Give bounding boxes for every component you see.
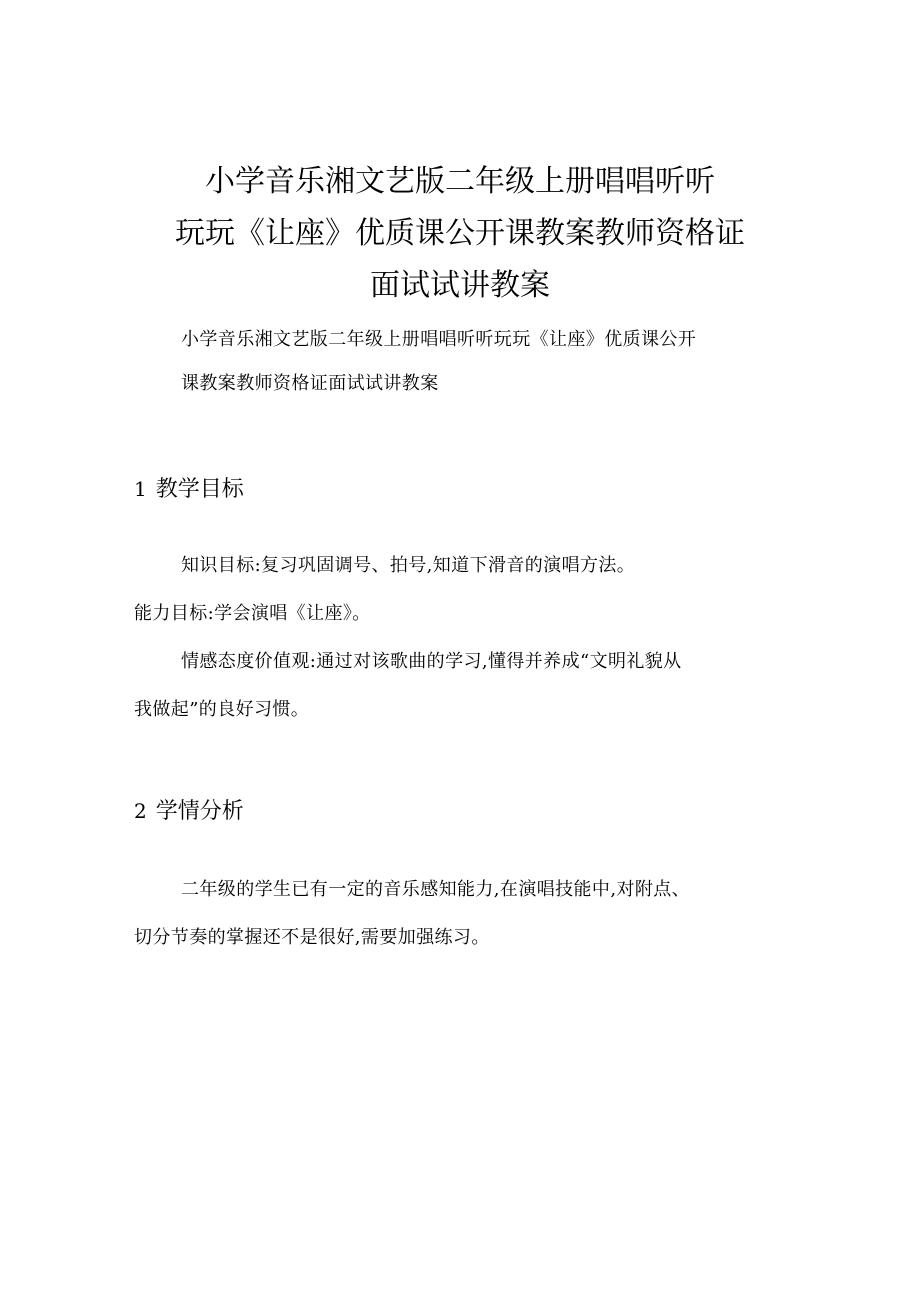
- section-heading-teaching-goals: [134, 474, 244, 505]
- title-line: 面试试讲教案: [370, 268, 550, 303]
- section-heading-learner-analysis: [134, 796, 244, 827]
- section-number: 1: [134, 477, 147, 501]
- title-line: 小学音乐湘文艺版二年级上册唱唱听听: [205, 164, 715, 199]
- document-title: [130, 156, 790, 312]
- subtitle-line: 小学音乐湘文艺版二年级上册唱唱听听玩玩《让座》优质课公开: [181, 329, 697, 350]
- section-body-teaching-goals: [134, 542, 794, 734]
- subtitle-line: 课教案教师资格证面试试讲教案: [181, 373, 439, 394]
- paragraph-line: 能力目标:学会演唱《让座》。: [134, 603, 371, 624]
- section-number: 2: [134, 799, 147, 823]
- paragraph-line: 二年级的学生已有一定的音乐感知能力,在演唱技能中,对附点、: [181, 879, 691, 900]
- section-body-learner-analysis: [134, 866, 794, 962]
- section-title: 教学目标: [155, 477, 244, 502]
- section-title: 学情分析: [155, 799, 244, 824]
- paragraph-line: 切分节奏的掌握还不是很好,需要加强练习。: [134, 927, 490, 948]
- paragraph-line: 知识目标:复习巩固调号、拍号,知道下滑音的演唱方法。: [181, 555, 636, 576]
- paragraph-line: 我做起”的良好习惯。: [134, 699, 310, 720]
- paragraph-line: 情感态度价值观:通过对该歌曲的学习,懂得并养成“文明礼貌从: [181, 651, 682, 672]
- document-subtitle: [134, 318, 794, 406]
- title-line: 玩玩《让座》优质课公开课教案教师资格证: [175, 216, 745, 251]
